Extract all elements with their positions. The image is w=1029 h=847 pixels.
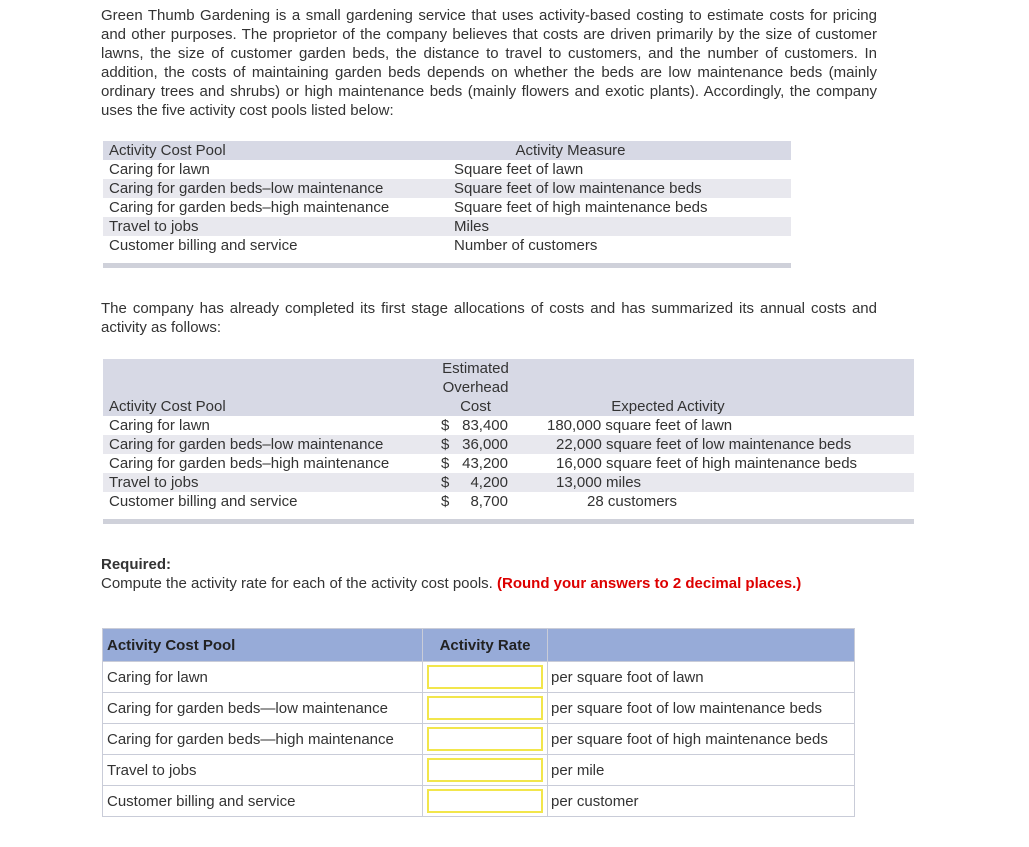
header-activity-cost-pool: Activity Cost Pool	[109, 398, 226, 415]
header-unit	[548, 629, 855, 662]
measure-cell: Miles	[454, 218, 490, 235]
cost-pool-cell: Customer billing and service	[109, 493, 298, 510]
activity-cell: 16,000 square feet of high maintenance beds	[556, 455, 858, 472]
table-divider	[103, 519, 914, 524]
unit-cell: per square foot of high maintenance beds	[548, 724, 855, 755]
table-row	[103, 492, 914, 511]
table-row	[103, 786, 855, 817]
header-activity-cost-pool: Activity Cost Pool	[103, 629, 423, 662]
header-overhead: Overhead	[442, 379, 509, 396]
table-row	[103, 160, 791, 179]
table-header	[103, 141, 791, 160]
cost-pool-cell: Travel to jobs	[109, 218, 199, 235]
header-activity-measure: Activity Measure	[515, 142, 626, 159]
header-activity-cost-pool: Activity Cost Pool	[109, 142, 226, 159]
table-row	[103, 198, 791, 217]
cost-cell: 4,200	[470, 474, 508, 491]
table-row	[103, 662, 855, 693]
measure-cell: Square feet of low maintenance beds	[454, 180, 702, 197]
cost-pool-cell: Travel to jobs	[103, 755, 423, 786]
activity-cell: 13,000 miles	[556, 474, 642, 491]
cost-cell: 8,700	[470, 493, 508, 510]
header-estimated: Estimated	[442, 360, 509, 377]
cost-pool-cell: Caring for lawn	[109, 417, 210, 434]
unit-cell: per mile	[548, 755, 855, 786]
rate-input-lawn[interactable]	[427, 665, 543, 689]
currency-symbol: $	[441, 455, 450, 472]
measure-cell: Number of customers	[454, 237, 598, 254]
rate-input-low-maintenance[interactable]	[427, 696, 543, 720]
unit-cell: per square foot of lawn	[548, 662, 855, 693]
activity-measure-table	[103, 141, 791, 255]
cost-pool-cell: Caring for garden beds–high maintenance	[109, 455, 390, 472]
currency-symbol: $	[441, 436, 450, 453]
intro-paragraph: Green Thumb Gardening is a small gardening service that uses activity-based costing to estimate costs for pricing and other purposes. The proprietor of the company believes that costs are driven primarily by the size of customer lawns, the size of customer garden beds, the distance to travel to customers, and the number of customers. In addition, the costs of maintaining garden beds depends on whether the beds are low maintenance beds (mainly ordinary trees and shrubs) or high maintenance beds (mainly flowers and exotic plants). Accordingly, the company uses the five activity cost pools listed below:	[101, 7, 877, 119]
header-expected-activity: Expected Activity	[611, 398, 725, 415]
cost-pool-cell: Customer billing and service	[103, 786, 423, 817]
cost-pool-cell: Caring for garden beds–high maintenance	[109, 199, 390, 216]
table-row	[103, 693, 855, 724]
table-row	[103, 755, 855, 786]
rate-input-travel[interactable]	[427, 758, 543, 782]
rate-input-high-maintenance[interactable]	[427, 727, 543, 751]
unit-cell: per customer	[548, 786, 855, 817]
cost-cell: 83,400	[462, 417, 508, 434]
required-title: Required:	[101, 556, 172, 573]
cost-pool-cell: Travel to jobs	[109, 474, 199, 491]
currency-symbol: $	[441, 474, 450, 491]
cost-pool-cell: Caring for lawn	[103, 662, 423, 693]
currency-symbol: $	[441, 417, 450, 434]
activity-cell: 180,000 square feet of lawn	[547, 417, 733, 434]
table-row	[103, 454, 914, 473]
unit-cell: per square foot of low maintenance beds	[548, 693, 855, 724]
cost-pool-cell: Caring for garden beds—high maintenance	[103, 724, 423, 755]
overhead-cost-table	[103, 359, 914, 511]
table-row	[103, 724, 855, 755]
answer-header-row	[103, 629, 855, 662]
answer-table	[102, 628, 855, 817]
table-row	[103, 416, 914, 435]
cost-pool-cell: Caring for garden beds–low maintenance	[109, 180, 384, 197]
cost-pool-cell: Caring for garden beds–low maintenance	[109, 436, 384, 453]
table-header	[103, 359, 914, 416]
cost-pool-cell: Caring for lawn	[109, 161, 210, 178]
header-cost: Cost	[460, 398, 491, 415]
table-row	[103, 473, 914, 492]
table-divider	[103, 263, 791, 268]
table-row	[103, 179, 791, 198]
table-row	[103, 435, 914, 454]
rate-input-billing[interactable]	[427, 789, 543, 813]
measure-cell: Square feet of lawn	[454, 161, 584, 178]
required-section	[101, 555, 801, 593]
cost-cell: 36,000	[462, 436, 508, 453]
activity-cell: 28 customers	[587, 493, 678, 510]
cost-pool-cell: Caring for garden beds—low maintenance	[103, 693, 423, 724]
table-row	[103, 217, 791, 236]
measure-cell: Square feet of high maintenance beds	[454, 199, 708, 216]
rounding-note: (Round your answers to 2 decimal places.)	[497, 575, 802, 592]
activity-cell: 22,000 square feet of low maintenance beds	[556, 436, 852, 453]
header-activity-rate: Activity Rate	[423, 629, 548, 662]
cost-pool-cell: Customer billing and service	[109, 237, 298, 254]
required-text: Compute the activity rate for each of the activity cost pools.	[101, 575, 493, 592]
second-paragraph: The company has already completed its first stage allocations of costs and has summarized its annual costs and activity as follows:	[101, 300, 877, 336]
table-row	[103, 236, 791, 255]
currency-symbol: $	[441, 493, 450, 510]
cost-cell: 43,200	[462, 455, 508, 472]
